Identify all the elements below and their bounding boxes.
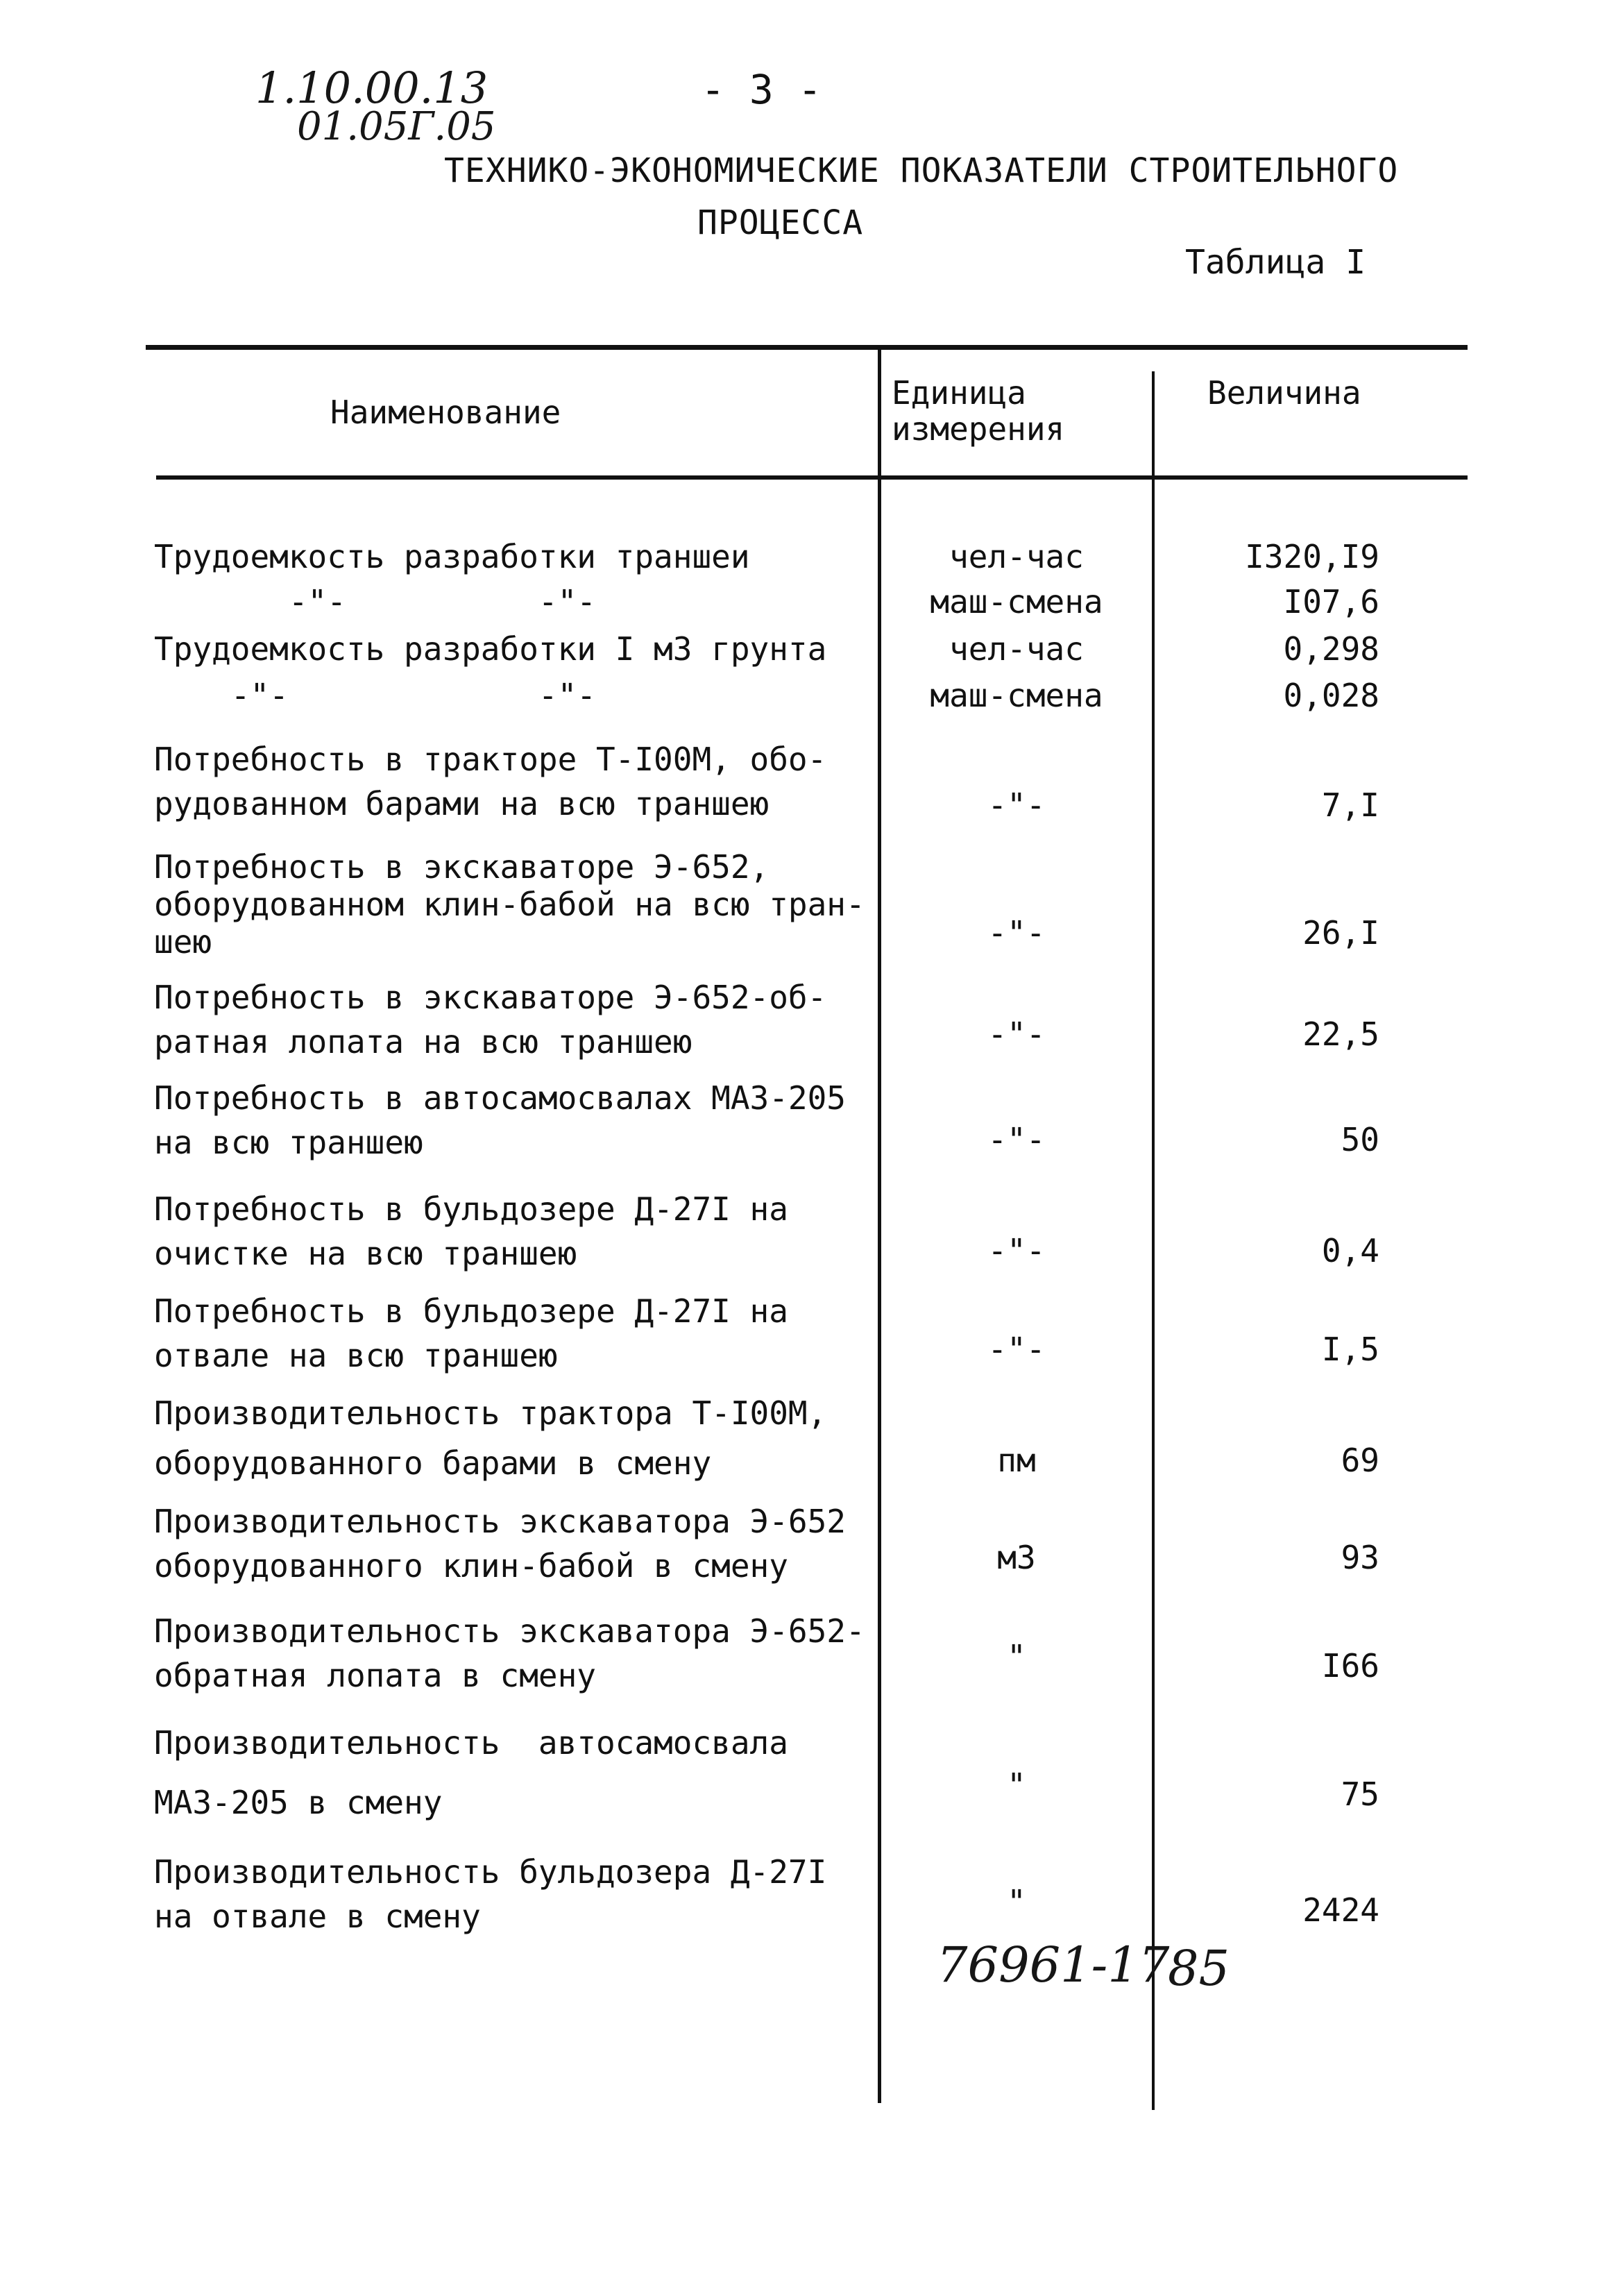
- row-1-value: I320,I9: [1245, 538, 1379, 575]
- handwritten-stamp-page: 85: [1168, 1940, 1230, 1997]
- column-header-name: Наименование: [330, 394, 561, 431]
- column-divider-value: [1152, 371, 1155, 2110]
- row-11-unit: пм: [997, 1442, 1036, 1479]
- row-12-value: 93: [1341, 1539, 1379, 1576]
- page-number: - 3 -: [701, 66, 822, 113]
- row-8-value: 50: [1341, 1121, 1379, 1158]
- row-13-value: I66: [1321, 1647, 1379, 1685]
- row-6-name: Потребность в экскаваторе Э-652, оборудованном клин-бабой на всю тран- шею: [154, 848, 865, 961]
- row-15-unit: ": [1007, 1883, 1026, 1921]
- row-4-name: -"- -"-: [154, 677, 596, 714]
- table-label: Таблица I: [1185, 243, 1366, 282]
- row-6-unit: -"-: [987, 914, 1046, 952]
- row-5-unit: -"-: [987, 786, 1046, 824]
- row-8-name: Потребность в автосамосвалах МАЗ-205 на всю траншею: [154, 1079, 846, 1161]
- document-title-continued: ПРОЦЕССА: [697, 203, 864, 242]
- row-1-unit: чел-час: [949, 538, 1084, 575]
- row-3-value: 0,298: [1283, 630, 1379, 668]
- row-10-name: Потребность в бульдозере Д-27I на отвале на всю траншею: [154, 1292, 788, 1374]
- column-header-unit: [892, 375, 1064, 447]
- row-13-unit: ": [1007, 1638, 1026, 1675]
- row-7-unit: -"-: [987, 1015, 1046, 1053]
- row-9-value: 0,4: [1321, 1232, 1379, 1269]
- row-2-unit: маш-смена: [930, 583, 1103, 621]
- row-6-value: 26,I: [1302, 914, 1379, 952]
- row-14-name: Производительность автосамосвала МАЗ-205 в смену: [154, 1724, 788, 1821]
- row-13-name: Производительность экскаватора Э-652- обратная лопата в смену: [154, 1612, 865, 1694]
- row-12-unit: м3: [997, 1539, 1036, 1576]
- document-title: ТЕХНИКО-ЭКОНОМИЧЕСКИЕ ПОКАЗАТЕЛИ СТРОИТЕЛЬНОГО: [444, 151, 1399, 190]
- row-7-name: Потребность в экскаваторе Э-652-об- ратная лопата на всю траншею: [154, 979, 827, 1061]
- row-9-unit: -"-: [987, 1232, 1046, 1269]
- row-14-value: 75: [1341, 1775, 1379, 1813]
- column-header-unit-line1: Единица: [892, 374, 1026, 412]
- row-12-name: Производительность экскаватора Э-652 оборудованного клин-бабой в смену: [154, 1503, 846, 1585]
- row-2-name: -"- -"-: [154, 583, 596, 621]
- row-8-unit: -"-: [987, 1121, 1046, 1158]
- table-top-rule: [146, 345, 1468, 350]
- row-1-name: Трудоемкость разработки траншеи: [154, 538, 750, 575]
- row-10-unit: -"-: [987, 1331, 1046, 1368]
- handwritten-code-2: 01.05Г.05: [297, 104, 496, 149]
- row-11-value: 69: [1341, 1442, 1379, 1479]
- row-7-value: 22,5: [1302, 1015, 1379, 1053]
- row-4-value: 0,028: [1283, 677, 1379, 714]
- row-10-value: I,5: [1321, 1331, 1379, 1368]
- column-header-value: Величина: [1207, 374, 1361, 412]
- row-5-name: Потребность в тракторе Т-I00М, обо- рудованном барами на всю траншею: [154, 741, 827, 822]
- column-divider-unit: [878, 347, 881, 2103]
- row-3-unit: чел-час: [949, 630, 1084, 668]
- row-5-value: 7,I: [1321, 786, 1379, 824]
- row-11-name: Производительность трактора Т-I00М, оборудованного барами в смену: [154, 1394, 827, 1482]
- row-15-value: 2424: [1302, 1891, 1379, 1929]
- row-9-name: Потребность в бульдозере Д-27I на очистке на всю траншею: [154, 1190, 788, 1272]
- handwritten-code-1: 1.10.00.13: [255, 62, 488, 113]
- row-4-unit: маш-смена: [930, 677, 1103, 714]
- row-3-name: Трудоемкость разработки I м3 грунта: [154, 630, 827, 668]
- handwritten-stamp-number: 76961-17: [937, 1936, 1170, 1993]
- column-header-unit-line2: измерения: [892, 410, 1065, 448]
- row-2-value: I07,6: [1283, 583, 1379, 621]
- table-header-rule: [156, 475, 1468, 480]
- row-14-unit: ": [1007, 1766, 1026, 1804]
- row-15-name: Производительность бульдозера Д-27I на отвале в смену: [154, 1853, 827, 1935]
